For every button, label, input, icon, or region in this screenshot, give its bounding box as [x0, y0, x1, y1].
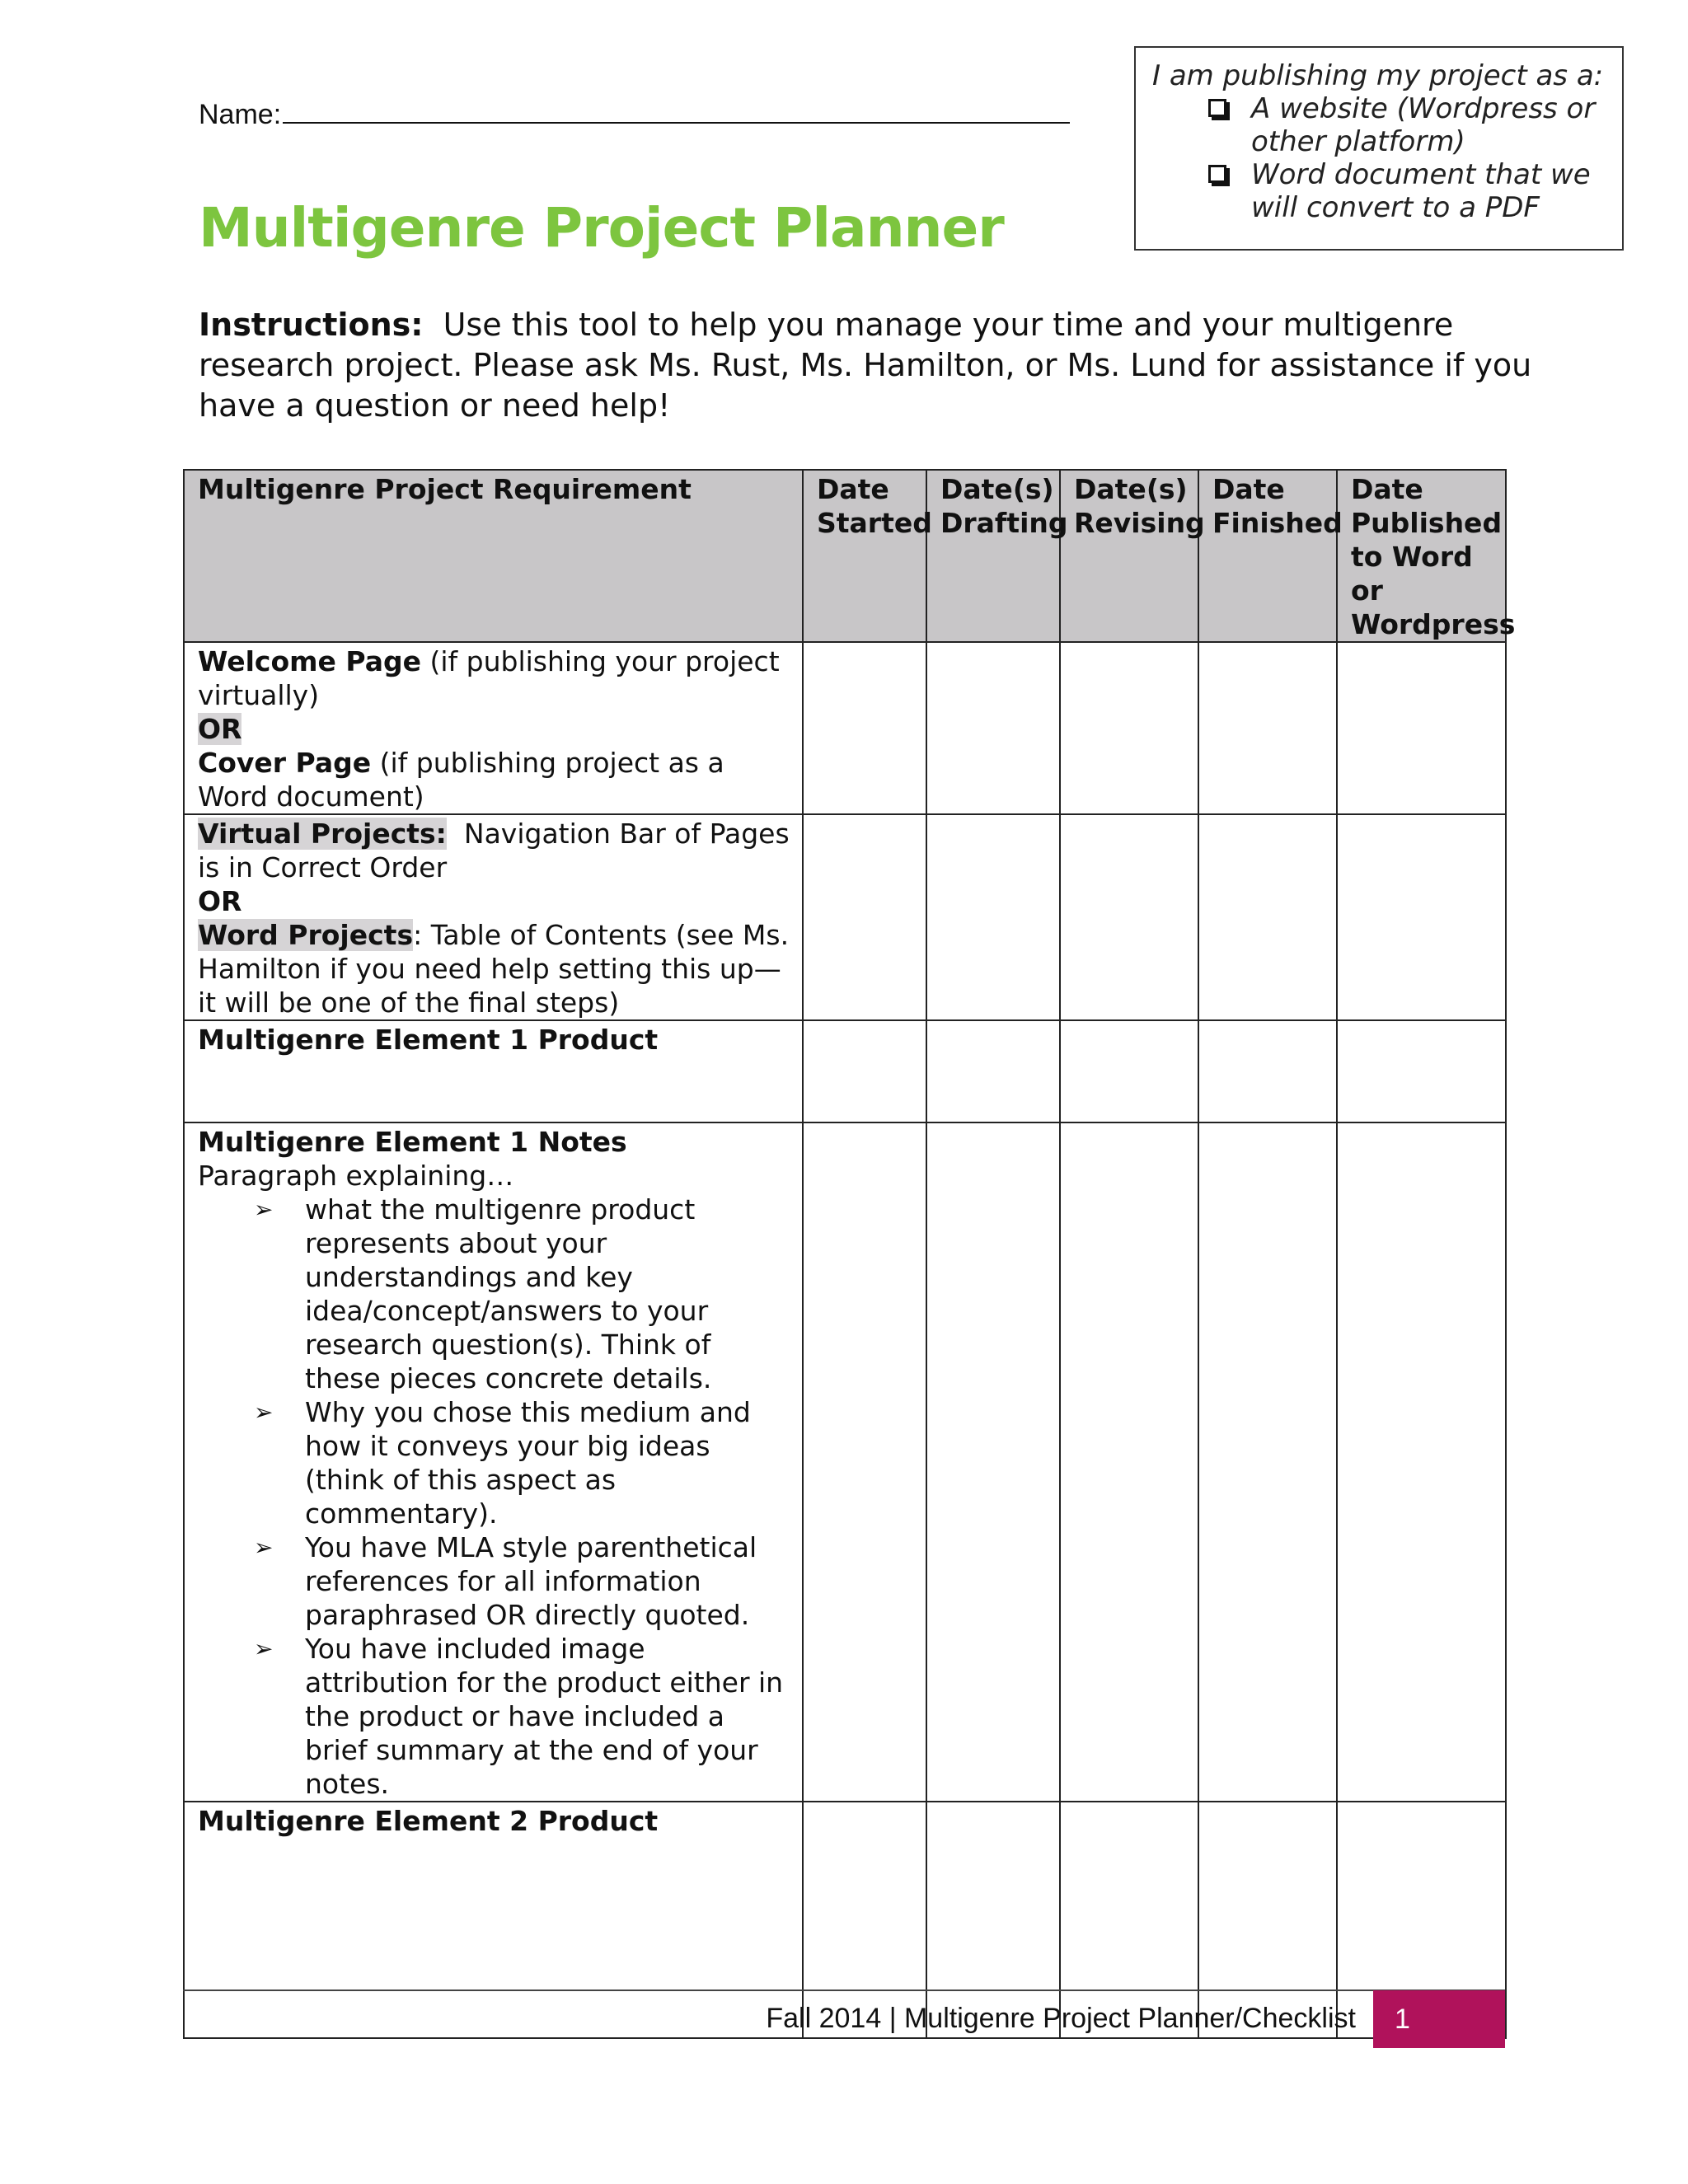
publishing-format-box: [1134, 46, 1624, 251]
table-row: [184, 1122, 1506, 1802]
requirement-title: Word Projects: [198, 919, 414, 951]
or-label: OR: [198, 713, 242, 745]
date-drafting-cell[interactable]: [926, 1122, 1060, 1802]
date-finished-cell[interactable]: [1198, 642, 1337, 814]
or-label: OR: [198, 885, 242, 917]
page-number-badge: 1: [1373, 1990, 1505, 2048]
date-revising-cell[interactable]: [1060, 1122, 1198, 1802]
column-header-revising: Date(s) Revising: [1060, 470, 1198, 642]
table-row: [184, 1020, 1506, 1122]
date-drafting-cell[interactable]: [926, 642, 1060, 814]
date-started-cell[interactable]: [803, 642, 926, 814]
table-row: [184, 642, 1506, 814]
date-drafting-cell[interactable]: [926, 814, 1060, 1020]
option-word-document[interactable]: [1152, 158, 1606, 224]
requirement-cell: [184, 814, 803, 1020]
date-published-cell[interactable]: [1337, 1122, 1506, 1802]
column-header-drafting: Date(s) Drafting: [926, 470, 1060, 642]
table-row: [184, 814, 1506, 1020]
checkbox-icon[interactable]: [1208, 165, 1226, 183]
column-header-date-started: Date Started: [803, 470, 926, 642]
list-item: ➢ Why you chose this medium and how it conveys your big ideas (think of this aspect as commentary).: [305, 1395, 792, 1530]
requirement-title: Cover Page: [198, 747, 372, 779]
requirement-bullets: [198, 1193, 792, 1801]
requirement-cell: [184, 1122, 803, 1802]
requirement-cell: [184, 1020, 803, 1122]
requirement-cell: [184, 1802, 803, 2038]
footer-text: Fall 2014 | Multigenre Project Planner/Checklist: [766, 2003, 1356, 2034]
instructions: [199, 305, 1534, 426]
requirement-title: Multigenre Element 1 Notes: [198, 1126, 627, 1158]
date-revising-cell[interactable]: [1060, 814, 1198, 1020]
requirement-cell: [184, 642, 803, 814]
date-started-cell[interactable]: [803, 1020, 926, 1122]
option-website-label: A website (Wordpress or other platform): [1251, 92, 1596, 158]
requirement-title: Virtual Projects:: [198, 818, 447, 850]
date-drafting-cell[interactable]: [926, 1020, 1060, 1122]
date-finished-cell[interactable]: [1198, 814, 1337, 1020]
requirement-note: (if publishing project as a Word document): [198, 747, 724, 813]
instructions-text: Use this tool to help you manage your time and your multigenre research project. Please ask Ms. Rust, Ms. Hamilton, or Ms. Lund for assistance if you have a question or need help!: [199, 307, 1532, 424]
requirement-title: Multigenre Element 1 Product: [198, 1024, 659, 1056]
checkbox-icon[interactable]: [1208, 99, 1226, 117]
date-started-cell[interactable]: [803, 814, 926, 1020]
name-label: Name:: [199, 99, 282, 130]
column-header-published: Date Published to Word or Wordpress: [1337, 470, 1506, 642]
column-header-requirement: Multigenre Project Requirement: [184, 470, 803, 642]
requirement-note: : Table of Contents (see Ms. Hamilton if you need help setting this up—it will be one of the final steps): [198, 919, 790, 1019]
header-row: [184, 470, 1506, 642]
date-started-cell[interactable]: [803, 1122, 926, 1802]
requirement-title: Welcome Page: [198, 645, 421, 677]
requirement-note: (if publishing your project virtually): [198, 645, 780, 711]
list-item: ➢ You have included image attribution for the product either in the product or have included a brief summary at the end of your notes.: [305, 1632, 792, 1801]
requirement-title: Multigenre Element 2 Product: [198, 1805, 659, 1837]
column-header-finished: Date Finished: [1198, 470, 1337, 642]
planner-table: [183, 469, 1516, 2039]
date-finished-cell[interactable]: [1198, 1020, 1337, 1122]
date-revising-cell[interactable]: [1060, 1020, 1198, 1122]
instructions-label: Instructions:: [199, 307, 424, 343]
list-item: ➢ what the multigenre product represents about your understandings and key idea/concept/answers to your research question(s). Think of these pieces concrete details.: [305, 1193, 792, 1395]
date-published-cell[interactable]: [1337, 814, 1506, 1020]
requirement-intro: Paragraph explaining…: [198, 1160, 514, 1192]
option-word-label: Word document that we will convert to a PDF: [1251, 158, 1591, 224]
publishing-prompt: I am publishing my project as a:: [1152, 59, 1604, 92]
date-revising-cell[interactable]: [1060, 642, 1198, 814]
date-published-cell[interactable]: [1337, 642, 1506, 814]
footer-divider: [183, 1990, 1505, 1991]
page-title: Multigenre Project Planner: [199, 196, 1004, 260]
date-published-cell[interactable]: [1337, 1020, 1506, 1122]
requirement-note: Navigation Bar of Pages is in Correct Order: [198, 818, 790, 883]
name-underline[interactable]: [283, 97, 1070, 124]
list-item: ➢ You have MLA style parenthetical references for all information paraphrased OR directly quoted.: [305, 1530, 792, 1632]
date-finished-cell[interactable]: [1198, 1122, 1337, 1802]
name-field[interactable]: [199, 97, 1070, 131]
option-website[interactable]: [1152, 92, 1606, 158]
